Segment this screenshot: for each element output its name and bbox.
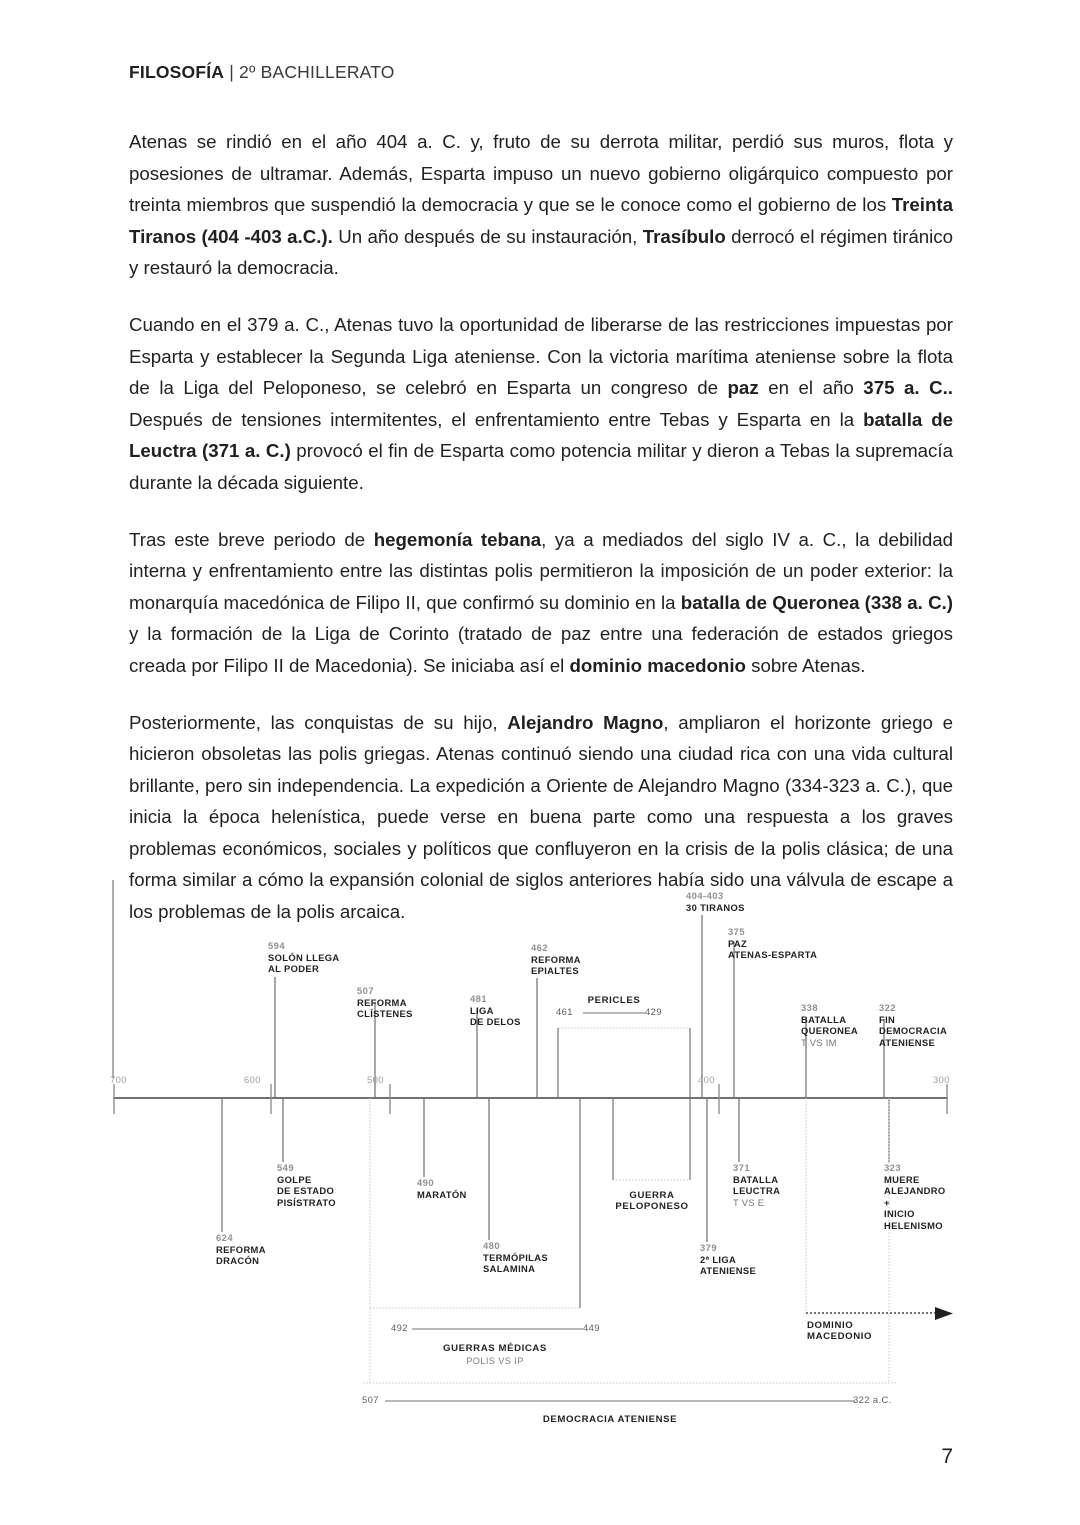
emphasis-text: hegemonía tebana	[373, 528, 542, 550]
paragraph-1	[129, 126, 953, 284]
event-below-379	[700, 1242, 756, 1277]
event-above-404-403	[686, 890, 745, 913]
paragraph-3	[129, 524, 953, 682]
event-year: 490	[417, 1177, 434, 1188]
event-year: 371	[733, 1162, 750, 1173]
event-line: DE DELOS	[470, 1016, 521, 1028]
event-year: 322	[879, 1002, 896, 1013]
event-above-375	[728, 926, 817, 961]
event-line: AL PODER	[268, 963, 320, 975]
event-line: ATENIENSE	[700, 1265, 757, 1277]
body-run: derrocó el régimen tiránico y restauró la democracia.	[129, 225, 954, 279]
emphasis-text: batalla de Queronea (338 a. C.)	[680, 591, 953, 613]
event-sub: T VS IM	[801, 1036, 837, 1048]
span-title-line1: GUERRA PELOPONESO	[615, 1190, 689, 1212]
event-line: ATENIENSE	[879, 1036, 936, 1048]
event-line: HELENISMO	[884, 1219, 943, 1231]
event-line: +	[884, 1196, 890, 1208]
body-run: Un año después de su instauración,	[332, 225, 643, 247]
span-title-line1: DOMINIO MACEDONIO	[807, 1320, 873, 1342]
event-line: ALEJANDRO	[884, 1185, 946, 1197]
event-line: LIGA	[470, 1004, 494, 1016]
event-line: GOLPE	[277, 1173, 312, 1185]
event-year: 338	[801, 1002, 818, 1013]
event-line: QUERONEA	[801, 1025, 858, 1037]
event-year: 624	[216, 1232, 233, 1243]
event-line: ATENAS-ESPARTA	[728, 949, 818, 961]
event-line: MARATÓN	[417, 1188, 467, 1200]
event-year: 594	[268, 940, 285, 951]
emphasis-text: Alejandro Magno	[507, 711, 664, 733]
header-separator: |	[224, 62, 240, 82]
span-guerras-medicas	[370, 1098, 583, 1329]
span-start-democracia: 507	[362, 1394, 379, 1405]
event-year: 462	[531, 942, 548, 953]
event-year: 404-403	[686, 890, 724, 901]
event-line: DE ESTADO	[277, 1185, 335, 1197]
span-label-guerra-peloponeso	[601, 1190, 703, 1212]
event-above-462	[531, 942, 581, 977]
event-line: EPIALTES	[531, 965, 579, 977]
body-run: provocó el fin de Esparta como potencia militar y dieron a Tebas la supremacía durante la década siguiente.	[129, 440, 953, 493]
event-below-323	[884, 1162, 946, 1232]
event-line: BATALLA	[733, 1173, 779, 1185]
event-year: 379	[700, 1242, 717, 1253]
emphasis-text: paz	[727, 377, 759, 399]
body-run: y la formación de la Liga de Corinto (tratado de paz entre una federación de estados griegos creada por Filipo II de Macedonia). Se iniciaba así el	[129, 623, 953, 676]
span-start-pericles: 461	[556, 1006, 573, 1017]
event-line: FIN	[879, 1013, 896, 1025]
span-sub-guerras-medicas: POLIS VS IP	[466, 1356, 524, 1366]
span-guerra-peloponeso	[613, 1098, 690, 1180]
body-run: Tras este breve periodo de	[129, 528, 374, 550]
event-year: 507	[357, 985, 374, 996]
paragraph-2	[129, 309, 953, 499]
emphasis-text: Trasíbulo	[642, 225, 726, 247]
event-line: REFORMA	[357, 996, 407, 1008]
event-line: MUERE	[884, 1173, 920, 1185]
body-run: Después de tensiones intermitentes, el enfrentamiento entre Tebas y Esparta en la	[129, 408, 864, 430]
event-line: REFORMA	[531, 953, 581, 965]
event-year: 549	[277, 1162, 294, 1173]
event-line: INICIO	[884, 1208, 915, 1220]
span-start-guerras-medicas: 492	[391, 1322, 408, 1333]
span-pericles	[558, 1013, 690, 1098]
event-year: 323	[884, 1162, 901, 1173]
event-line: BATALLA	[801, 1013, 847, 1025]
span-end-guerras-medicas: 449	[583, 1322, 600, 1333]
body-run: Atenas se rindió en el año 404 a. C. y, fruto de su derrota militar, perdió sus muros, flota y posesiones de ultramar. Además, Esparta impuso un nuevo gobierno oligárquico compuesto por treinta miembros que suspendió la democracia y que se le conoce como el gobierno de los	[129, 131, 953, 216]
axis-tick-400: 400	[698, 1074, 715, 1085]
span-label-democracia: DEMOCRACIA ATENIENSE	[542, 1414, 678, 1425]
body-run: Posteriormente, las conquistas de su hijo,	[129, 711, 508, 733]
axis-tick-600: 600	[244, 1074, 261, 1085]
event-line: PISÍSTRATO	[277, 1196, 336, 1208]
emphasis-text: 375 a. C..	[863, 377, 953, 399]
event-line: SOLÓN LLEGA	[268, 951, 340, 963]
body-run: en el año	[758, 377, 864, 399]
emphasis-text: dominio macedonio	[569, 654, 746, 676]
event-above-338	[801, 1002, 858, 1048]
event-above-322	[879, 1002, 947, 1048]
event-below-371	[733, 1162, 780, 1208]
axis-tick-700: 700	[110, 1074, 127, 1085]
span-end-pericles: 429	[645, 1006, 662, 1017]
timeline-diagram	[0, 880, 1080, 1440]
event-below-490	[417, 1177, 467, 1200]
event-line: DEMOCRACIA	[879, 1025, 948, 1037]
body-run: Cuando en el 379 a. C., Atenas tuvo la oportunidad de liberarse de las restricciones impuestas por Esparta y establecer la Segunda Liga ateniense. Con la victoria marítima ateniense sobre la flota de la Liga del Peloponeso, se celebró en Esparta un congreso de	[129, 313, 953, 399]
body-run: , ampliaron el horizonte griego e hicieron obsoletas las polis griegas. Atenas continuó siendo una ciudad rica con una vida cultural brillante, pero sin independencia. La expedición a Oriente de Alejandro Magno (334-323 a. C.), que inicia la época helenística, puede verse en buena parte como una respuesta a los graves problemas económicos, sociales y políticos que confluyeron en la crisis de la polis clásica; de una forma similar a cómo la expansión colonial de siglos anteriores había sido una válvula de escape a los problemas de la polis arcaica.	[129, 711, 953, 923]
event-line: 2ª LIGA	[700, 1253, 737, 1265]
page-number: 7	[941, 1445, 953, 1468]
event-line: DRACÓN	[216, 1255, 260, 1267]
span-label-dominio-macedonio	[807, 1320, 872, 1342]
event-line: PAZ	[728, 937, 748, 949]
event-sub: T VS E	[733, 1196, 765, 1208]
body-run: sobre Atenas.	[745, 654, 866, 676]
event-above-481	[470, 993, 521, 1028]
header-course: 2º BACHILLERATO	[239, 62, 395, 82]
event-below-549	[277, 1162, 336, 1208]
axis-tick-300: 300	[933, 1074, 950, 1085]
emphasis-text: batalla de Leuctra (371 a. C.)	[129, 408, 954, 462]
event-year: 480	[483, 1240, 500, 1251]
event-line: LEUCTRA	[733, 1185, 781, 1197]
event-above-507	[357, 985, 413, 1020]
event-line: 30 TIRANOS	[686, 901, 745, 913]
page-header	[129, 62, 395, 83]
event-below-624	[216, 1232, 266, 1267]
event-above-594	[268, 940, 340, 975]
event-year: 375	[728, 926, 745, 937]
axis-tick-500: 500	[367, 1074, 384, 1085]
body-text	[129, 126, 953, 928]
event-year: 481	[470, 993, 487, 1004]
event-below-480	[483, 1240, 548, 1275]
span-label-pericles: PERICLES	[587, 995, 641, 1006]
event-line: REFORMA	[216, 1243, 266, 1255]
header-subject: FILOSOFÍA	[129, 62, 225, 82]
emphasis-text: Treinta Tiranos (404 -403 a.C.).	[129, 194, 953, 247]
span-label-guerras-medicas: GUERRAS MÉDICAS	[443, 1343, 547, 1354]
event-line: TERMÓPILAS	[483, 1251, 548, 1263]
span-end-democracia: 322 a.C.	[853, 1394, 892, 1405]
body-run: , ya a mediados del siglo IV a. C., la debilidad interna y enfrentamiento entre las distintas polis permitieron la imposición de un poder exterior: la monarquía macedónica de Filipo II, que confirmó su dominio en la	[129, 528, 953, 613]
event-line: CLÍSTENES	[357, 1008, 413, 1020]
event-line: SALAMINA	[483, 1263, 536, 1275]
